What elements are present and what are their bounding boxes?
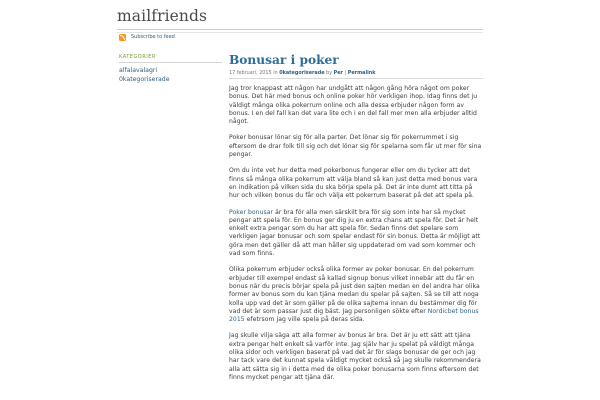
post-paragraph-5-text-end: efetrsom jag ville spela på deras sida.: [244, 316, 365, 324]
post-paragraph-2: Poker bonusar lönar sig för alla parter. Det lönar sig för pokerrummet i sig eftersom de drar folk till sig och det lönar sig för spelarna som får ut mer för sina pengar.: [229, 134, 482, 159]
rss-feed-icon: [119, 34, 126, 41]
poker-bonusar-link[interactable]: Poker bonusar: [229, 208, 274, 216]
sidebar: [119, 32, 223, 84]
post-body: [229, 85, 483, 382]
site-header: [117, 6, 483, 30]
nordicbet-bonus-link[interactable]: Nordicbet bonus 2015: [229, 307, 479, 324]
subscribe-feed-link[interactable]: [119, 32, 223, 42]
post-by-text: by: [324, 70, 334, 76]
post-paragraph-6: Jag skulle vilja säga att alla former av bonus är bra. Det är ju ett sätt att tjäna extra pengar helt enkelt så varför inte. Jag själv har ju spelat på väldigt många olika sidor och verkligen baserat på vad det är för slags bonusar de ger och jag har tack vare det kunnat spela väldigt mycket också så jag skulle rekommendera alla att sätta sig in i detta med de olika poker bonusarna som finns eftersom det finns mycket pengar att tjäna där.: [229, 332, 481, 381]
category-link-okategoriserade[interactable]: 0kategoriserade: [119, 76, 170, 83]
post-category-link[interactable]: 0kategoriserade: [279, 70, 325, 76]
post-paragraph-3: Om du inte vet hur detta med pokerbonus fungerar eller om du tycker att det finns så många olika pokerrum att välja bland så kan just detta med bonus vara en indikation på vilken sida du ska börja spela på. Det är inte dumt att titta på hur och vilken bonus du får och välja ett pokerrum baserat på det att spela på.: [229, 167, 478, 200]
post-paragraph-4-text: är bra för alla men särskilt bra för sig som inte har så mycket pengar att spela för. En bonus ger dig ju en extra chans att spela för. Det är helt enkelt extra pengar som du har att spela för. Sedan finns det spelare som verkligen jagar bonusar och som spelar endast för sin bonus. Detta är möjligt att göra men det gäller då att man håller sig uppdaterad om vad som kommer och vad som finns.: [229, 208, 481, 258]
main-content: [229, 53, 483, 390]
post-date: 17 februari, 2015 in: [229, 70, 280, 76]
permalink-link[interactable]: Permalink: [347, 70, 376, 76]
subscribe-feed-label[interactable]: Subscribe to feed: [131, 34, 175, 40]
categories-heading: KATEGORIER: [119, 54, 222, 63]
post-title[interactable]: Bonusar i poker: [229, 53, 339, 67]
post-paragraph-5: [229, 266, 483, 324]
site-title[interactable]: mailfriends: [117, 7, 208, 25]
categories-section: [119, 54, 223, 84]
post-paragraph-1: Jag tror knappast att någon har undgått att någon gång höra något om poker bonus. Det här med bonus och online poker hör verkligen ihop. Idag finns det ju väldigt många olika pokerrum online och alla dessa erbjuder någon form av bonus. I en del fall kan det vara lite och i en del fall mer men alla erbjuder alltid något.: [229, 85, 478, 126]
category-list: [119, 66, 223, 84]
post-paragraph-4: [229, 209, 483, 259]
post-author-link[interactable]: Per: [333, 70, 343, 76]
post-meta-separator: |: [342, 70, 348, 76]
post-meta: [229, 70, 483, 79]
category-link-alfalavalagri[interactable]: alfalavalagri: [119, 67, 158, 74]
post-paragraph-5-text-start: Olika pokerrum erbjuder också olika former av poker bonusar. En del pokerrum erbjuder till exempel endast så kallad signup bonus vilket innebär att du får en bonus när du precis börjar spela på just den sajten medan en del andra har olika former av bonus som du kan tjäna medan du spelar på sajten. Så se till att noga kolla upp vad det är som gäller på de olika sajterna innan du bestämmer dig för vad det är som passar just dig bäst. Jag personligen sökte efter: [229, 266, 480, 315]
